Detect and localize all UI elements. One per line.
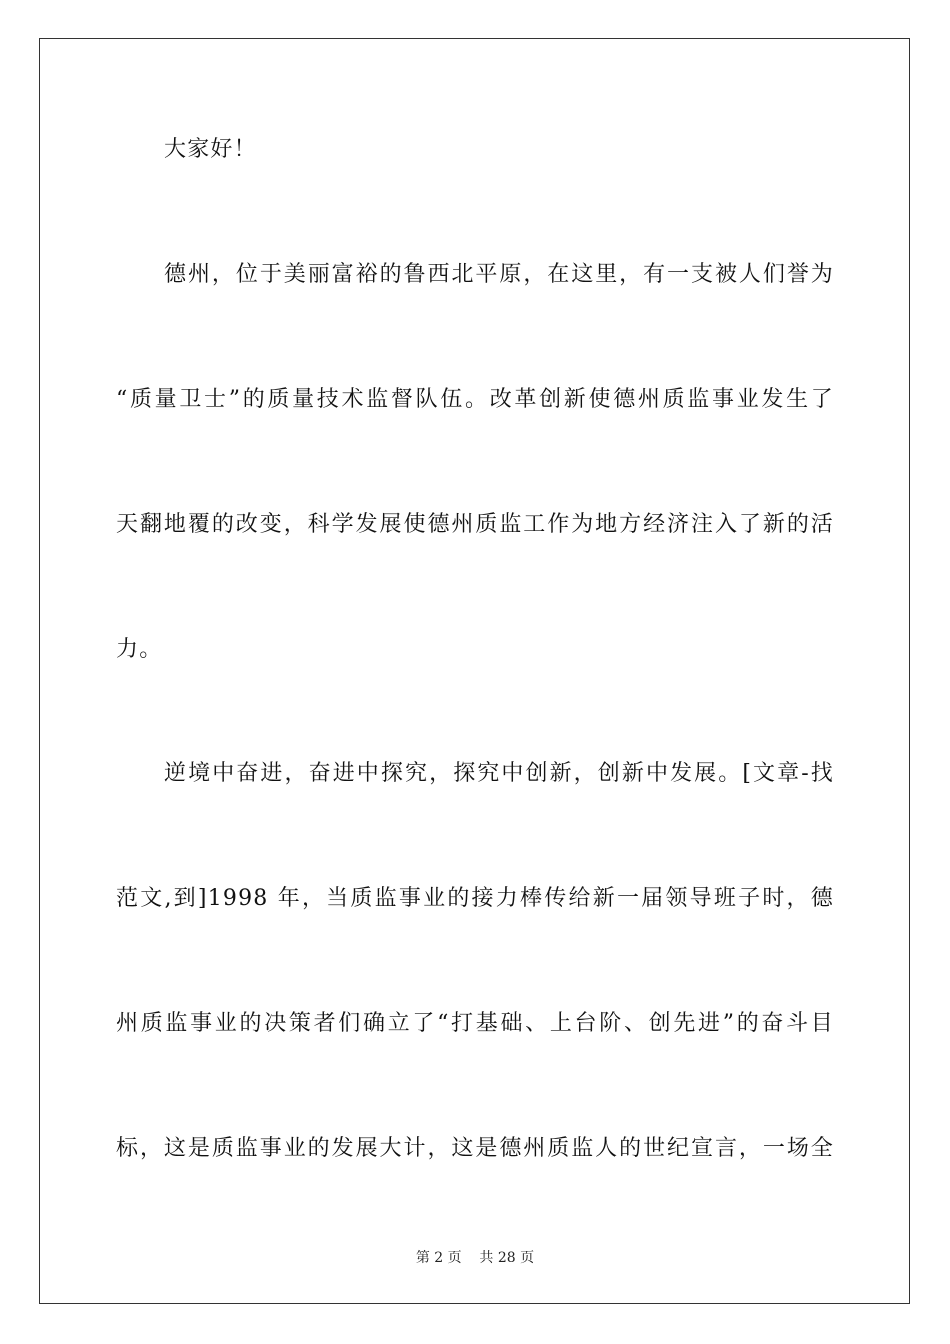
paragraph-1-line-1: 德州，位于美丽富裕的鲁西北平原，在这里，有一支被人们誉为	[164, 262, 834, 287]
page-number-footer: 第 2 页 共 28 页	[415, 1250, 535, 1266]
page-border	[39, 38, 910, 1304]
greeting-line: 大家好！	[164, 137, 257, 162]
paragraph-2-line-4: 标，这是质监事业的发展大计，这是德州质监人的世纪宣言，一场全	[116, 1136, 834, 1161]
paragraph-2-line-3: 州质监事业的决策者们确立了“打基础、上台阶、创先进”的奋斗目	[116, 1011, 834, 1036]
paragraph-1-line-4: 力。	[116, 637, 163, 662]
paragraph-1-line-2: “质量卫士”的质量技术监督队伍。改革创新使德州质监事业发生了	[116, 387, 834, 412]
paragraph-2-line-2: 范文,到]1998 年，当质监事业的接力棒传给新一届领导班子时，德	[116, 886, 834, 911]
paragraph-2-line-1: 逆境中奋进，奋进中探究，探究中创新，创新中发展。[文章-找	[164, 761, 834, 786]
paragraph-1-line-3: 天翻地覆的改变，科学发展使德州质监工作为地方经济注入了新的活	[116, 512, 834, 537]
